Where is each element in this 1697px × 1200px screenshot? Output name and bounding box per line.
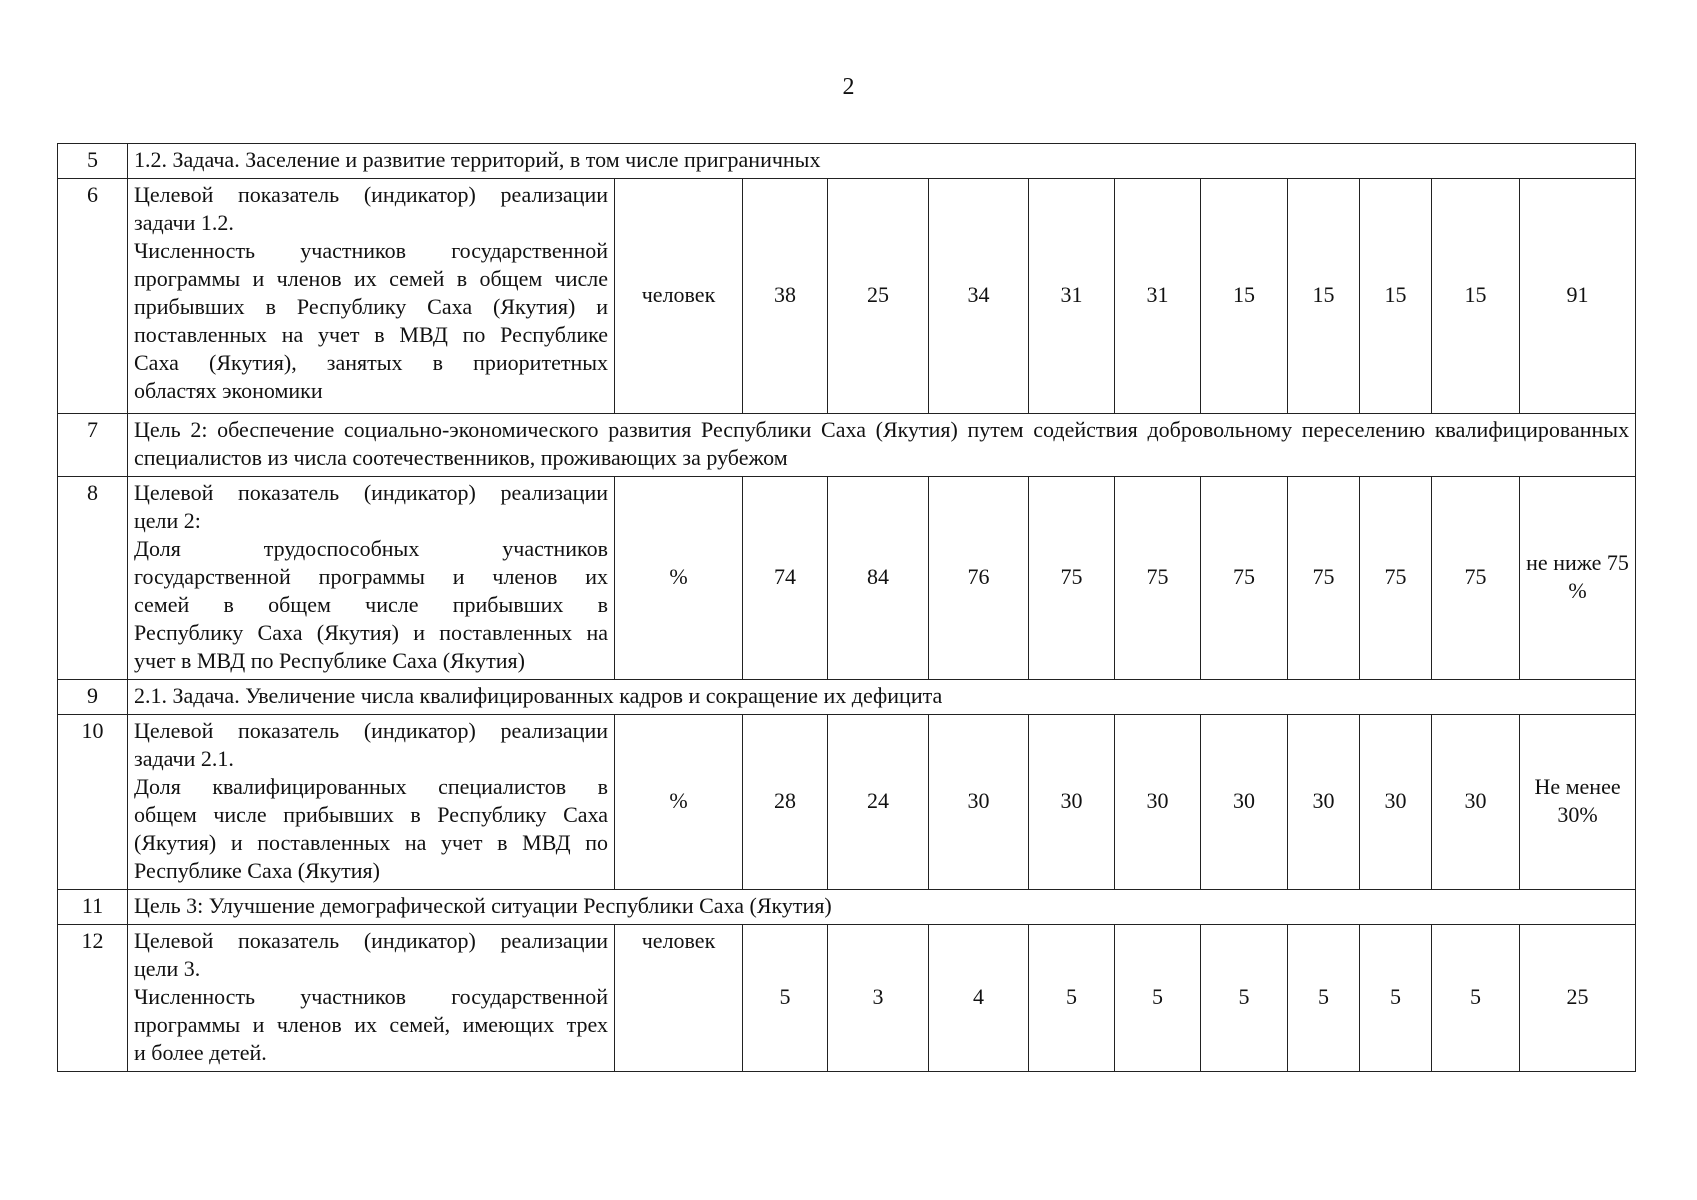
value-cell: 75 bbox=[1201, 477, 1288, 680]
value-cell: 31 bbox=[1115, 179, 1201, 414]
row-number: 10 bbox=[58, 715, 128, 890]
value-cell: 28 bbox=[743, 715, 828, 890]
table-row bbox=[58, 715, 1636, 890]
value-cell: 5 bbox=[1115, 925, 1201, 1072]
value-cell: 75 bbox=[1115, 477, 1201, 680]
value-cell: 5 bbox=[1432, 925, 1520, 1072]
description-line: Численность участников государственной bbox=[134, 984, 608, 1009]
description-line: Целевой показатель (индикатор) реализации bbox=[134, 928, 608, 953]
description-line: Целевой показатель (индикатор) реализации bbox=[134, 480, 608, 505]
table-row bbox=[58, 179, 1636, 414]
value-cell: 38 bbox=[743, 179, 828, 414]
description-line: цели 3. bbox=[134, 956, 201, 981]
value-cell: 15 bbox=[1201, 179, 1288, 414]
value-cell: 30 bbox=[1115, 715, 1201, 890]
value-cell: 5 bbox=[743, 925, 828, 1072]
total-cell: 25 bbox=[1520, 925, 1636, 1072]
value-cell: 84 bbox=[828, 477, 929, 680]
table-row bbox=[58, 477, 1636, 680]
row-number: 6 bbox=[58, 179, 128, 414]
indicator-description bbox=[128, 477, 615, 680]
description-line: поставленных на учет в МВД по Республике bbox=[134, 322, 608, 347]
value-cell: 25 bbox=[828, 179, 929, 414]
value-cell: 30 bbox=[1029, 715, 1115, 890]
section-title: 1.2. Задача. Заселение и развитие территорий, в том числе приграничных bbox=[128, 144, 1636, 179]
row-number: 5 bbox=[58, 144, 128, 179]
description-line: Саха (Якутия), занятых в приоритетных bbox=[134, 350, 608, 375]
value-cell: 15 bbox=[1288, 179, 1360, 414]
total-cell: не ниже 75 % bbox=[1520, 477, 1636, 680]
table-row bbox=[58, 925, 1636, 1072]
indicator-description bbox=[128, 715, 615, 890]
description-line: Целевой показатель (индикатор) реализации bbox=[134, 718, 608, 743]
description-line: государственной программы и членов их bbox=[134, 564, 608, 589]
indicator-description bbox=[128, 179, 615, 414]
description-line: Численность участников государственной bbox=[134, 238, 608, 263]
value-cell: 4 bbox=[929, 925, 1029, 1072]
description-line: общем числе прибывших в Республику Саха bbox=[134, 802, 608, 827]
indicators-table bbox=[57, 143, 1636, 1072]
value-cell: 31 bbox=[1029, 179, 1115, 414]
value-cell: 75 bbox=[1432, 477, 1520, 680]
table-row bbox=[58, 414, 1636, 477]
row-number: 9 bbox=[58, 680, 128, 715]
goal-title: Цель 2: обеспечение социально-экономического развития Республики Саха (Якутия) путем содействия добровольному переселению квалифицированных специалистов из числа соотечественников, проживающих за рубежом bbox=[128, 414, 1636, 477]
description-line: областях экономики bbox=[134, 378, 323, 403]
value-cell: 3 bbox=[828, 925, 929, 1072]
value-cell: 74 bbox=[743, 477, 828, 680]
value-cell: 24 bbox=[828, 715, 929, 890]
table-row bbox=[58, 890, 1636, 925]
value-cell: 75 bbox=[1288, 477, 1360, 680]
section-title: 2.1. Задача. Увеличение числа квалифицированных кадров и сокращение их дефицита bbox=[128, 680, 1636, 715]
description-line: Доля квалифицированных специалистов в bbox=[134, 774, 608, 799]
description-line: и более детей. bbox=[134, 1040, 267, 1065]
value-cell: 30 bbox=[1201, 715, 1288, 890]
value-cell: 5 bbox=[1288, 925, 1360, 1072]
value-cell: 5 bbox=[1201, 925, 1288, 1072]
description-line: Республике Саха (Якутия) bbox=[134, 858, 380, 883]
value-cell: 30 bbox=[1360, 715, 1432, 890]
unit-cell: % bbox=[615, 477, 743, 680]
indicator-description bbox=[128, 925, 615, 1072]
page-number: 2 bbox=[842, 74, 855, 100]
row-number: 8 bbox=[58, 477, 128, 680]
total-cell: 91 bbox=[1520, 179, 1636, 414]
value-cell: 15 bbox=[1432, 179, 1520, 414]
goal-title: Цель 3: Улучшение демографической ситуации Республики Саха (Якутия) bbox=[128, 890, 1636, 925]
description-line: программы и членов их семей, имеющих трех bbox=[134, 1012, 608, 1037]
description-line: Республику Саха (Якутия) и поставленных на bbox=[134, 620, 608, 645]
value-cell: 30 bbox=[929, 715, 1029, 890]
value-cell: 30 bbox=[1288, 715, 1360, 890]
description-line: (Якутия) и поставленных на учет в МВД по bbox=[134, 830, 608, 855]
description-line: Доля трудоспособных участников bbox=[134, 536, 608, 561]
row-number: 12 bbox=[58, 925, 128, 1072]
table-row bbox=[58, 680, 1636, 715]
total-cell: Не менее 30% bbox=[1520, 715, 1636, 890]
value-cell: 75 bbox=[1360, 477, 1432, 680]
description-line: прибывших в Республику Саха (Якутия) и bbox=[134, 294, 608, 319]
description-line: учет в МВД по Республике Саха (Якутия) bbox=[134, 648, 525, 673]
description-line: программы и членов их семей в общем числе bbox=[134, 266, 608, 291]
unit-cell: человек bbox=[615, 179, 743, 414]
value-cell: 5 bbox=[1029, 925, 1115, 1072]
description-line: задачи 2.1. bbox=[134, 746, 234, 771]
value-cell: 5 bbox=[1360, 925, 1432, 1072]
value-cell: 15 bbox=[1360, 179, 1432, 414]
description-line: семей в общем числе прибывших в bbox=[134, 592, 608, 617]
value-cell: 30 bbox=[1432, 715, 1520, 890]
description-line: цели 2: bbox=[134, 508, 201, 533]
unit-cell: человек bbox=[615, 925, 743, 1072]
description-line: Целевой показатель (индикатор) реализации bbox=[134, 182, 608, 207]
table-row bbox=[58, 144, 1636, 179]
value-cell: 76 bbox=[929, 477, 1029, 680]
row-number: 7 bbox=[58, 414, 128, 477]
value-cell: 34 bbox=[929, 179, 1029, 414]
unit-cell: % bbox=[615, 715, 743, 890]
row-number: 11 bbox=[58, 890, 128, 925]
value-cell: 75 bbox=[1029, 477, 1115, 680]
description-line: задачи 1.2. bbox=[134, 210, 234, 235]
